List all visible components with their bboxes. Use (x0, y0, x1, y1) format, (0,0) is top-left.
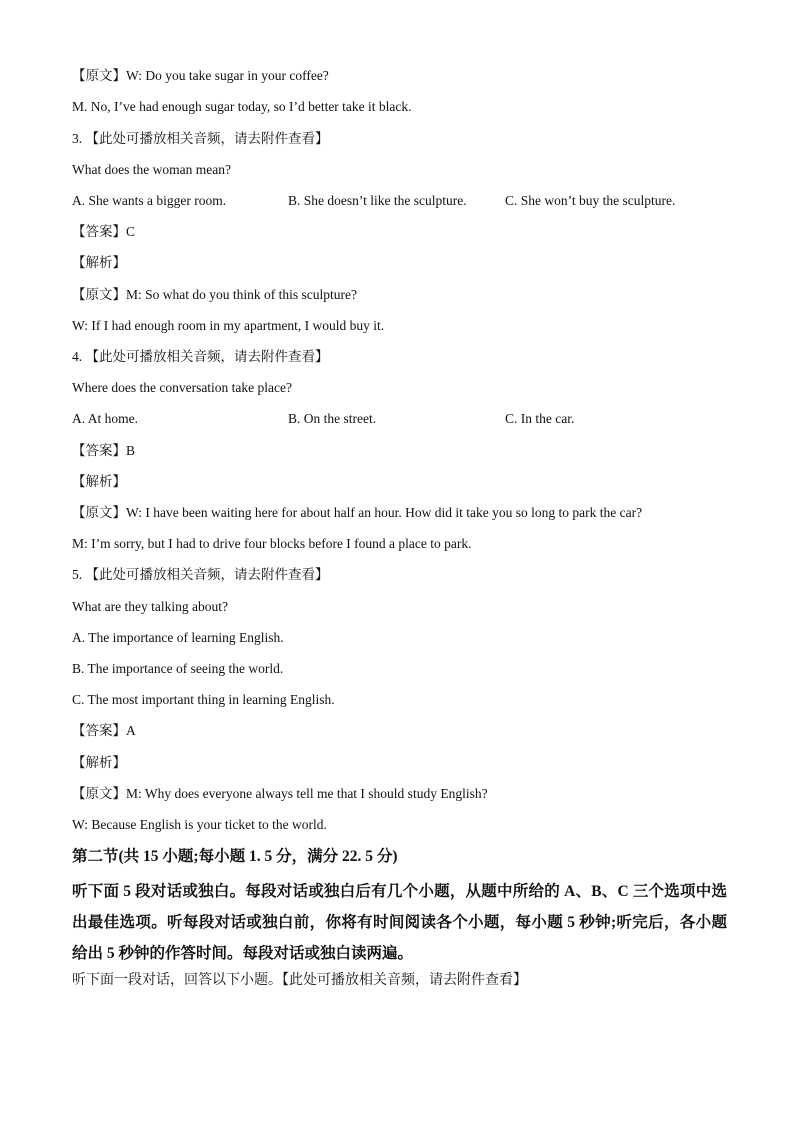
transcript-line: 【原文】M: So what do you think of this sculpture? (72, 287, 357, 302)
question-4-stem: Where does the conversation take place? (72, 380, 293, 395)
option-b: B. She doesn’t like the sculpture. (288, 193, 467, 208)
option-b: B. On the street. (288, 411, 377, 426)
transcript-line: W: If I had enough room in my apartment, I would buy it. (72, 318, 385, 333)
question-3-stem: What does the woman mean? (72, 162, 231, 177)
transcript-line: 【原文】W: Do you take sugar in your coffee? (72, 68, 329, 83)
question-5-stem: What are they talking about? (72, 599, 228, 614)
answer-label: 【答案】C (72, 224, 136, 239)
option-a: A. She wants a bigger room. (72, 193, 227, 208)
transcript-line: M: I’m sorry, but I had to drive four blocks before I found a place to park. (72, 536, 472, 551)
section-2-instructions: 听下面 5 段对话或独白。每段对话或独白后有几个小题，从题中所给的 A、B、C 三个选项中选出最佳选项。听每段对话或独白前，你将有时间阅读各个小题，每小题 5 秒钟;听完后，各小题给出 5 秒钟的作答时间。每段对话或独白读两遍。 (72, 883, 727, 962)
transcript-line: 【原文】M: Why does everyone always tell me that I should study English? (72, 786, 488, 801)
option-a: A. The importance of learning English. (72, 630, 284, 645)
listening-prompt: 听下面一段对话，回答以下小题。【此处可播放相关音频，请去附件查看】 (72, 973, 527, 988)
section-2-title: 第二节(共 15 小题;每小题 1. 5 分，满分 22. 5 分) (72, 848, 398, 865)
transcript-line: W: Because English is your ticket to the world. (72, 817, 327, 832)
transcript-line: M. No, I’ve had enough sugar today, so I’d better take it black. (72, 99, 412, 114)
question-3-header: 3. 【此处可播放相关音频，请去附件查看】 (72, 131, 329, 146)
question-5-header: 5. 【此处可播放相关音频，请去附件查看】 (72, 567, 329, 582)
option-b: B. The importance of seeing the world. (72, 661, 284, 676)
option-a: A. At home. (72, 411, 138, 426)
option-c: C. In the car. (505, 411, 575, 426)
option-c: C. The most important thing in learning English. (72, 692, 335, 707)
option-c: C. She won’t buy the sculpture. (505, 193, 676, 208)
question-4-header: 4. 【此处可播放相关音频，请去附件查看】 (72, 349, 329, 364)
transcript-line: 【原文】W: I have been waiting here for about half an hour. How did it take you so long to park the car? (72, 505, 643, 520)
answer-label: 【答案】A (72, 723, 136, 738)
analysis-label: 【解析】 (72, 755, 126, 770)
analysis-label: 【解析】 (72, 255, 126, 270)
analysis-label: 【解析】 (72, 474, 126, 489)
answer-label: 【答案】B (72, 443, 136, 458)
